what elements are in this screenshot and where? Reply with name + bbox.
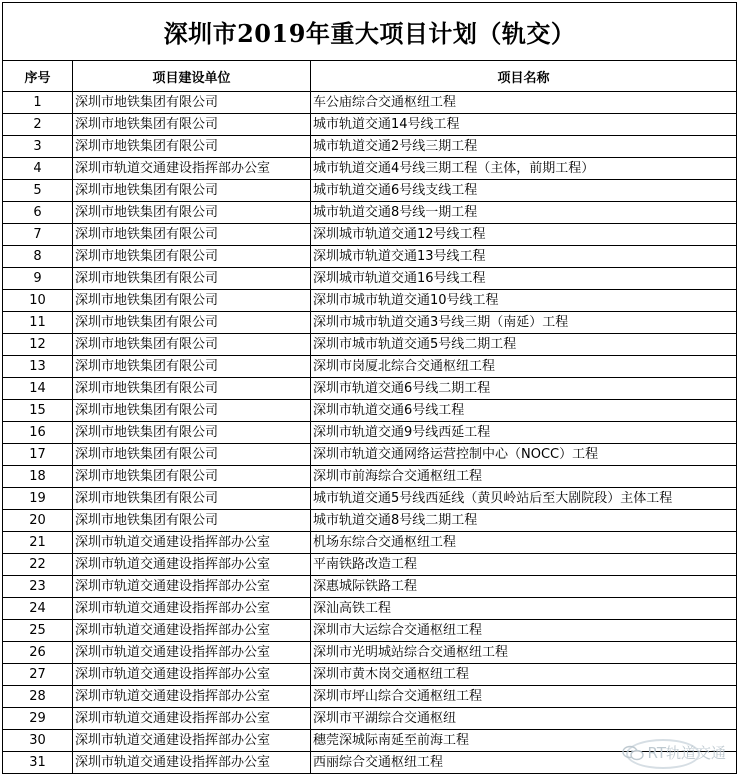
row-name: 深汕高铁工程 (311, 598, 737, 620)
table-row (3, 378, 737, 400)
table-title: 深圳市2019年重大项目计划（轨交） (3, 3, 737, 61)
row-index: 13 (3, 356, 73, 378)
row-unit: 深圳市轨道交通建设指挥部办公室 (73, 708, 311, 730)
row-index: 3 (3, 136, 73, 158)
table-row (3, 444, 737, 466)
row-unit: 深圳市轨道交通建设指挥部办公室 (73, 158, 311, 180)
row-index: 19 (3, 488, 73, 510)
row-unit: 深圳市地铁集团有限公司 (73, 114, 311, 136)
row-unit: 深圳市地铁集团有限公司 (73, 224, 311, 246)
row-unit: 深圳市地铁集团有限公司 (73, 246, 311, 268)
row-index: 12 (3, 334, 73, 356)
row-index: 30 (3, 730, 73, 752)
row-unit: 深圳市地铁集团有限公司 (73, 510, 311, 532)
row-index: 11 (3, 312, 73, 334)
row-name: 车公庙综合交通枢纽工程 (311, 92, 737, 114)
project-table (2, 2, 737, 774)
row-name: 城市轨道交通4号线三期工程（主体，前期工程） (311, 158, 737, 180)
table-row (3, 268, 737, 290)
table-row (3, 158, 737, 180)
header-index: 序号 (3, 61, 73, 92)
row-index: 8 (3, 246, 73, 268)
row-index: 10 (3, 290, 73, 312)
row-unit: 深圳市轨道交通建设指挥部办公室 (73, 532, 311, 554)
table-row (3, 708, 737, 730)
table-row (3, 664, 737, 686)
row-name: 深圳市岗厦北综合交通枢纽工程 (311, 356, 737, 378)
row-index: 2 (3, 114, 73, 136)
table-row (3, 554, 737, 576)
row-unit: 深圳市地铁集团有限公司 (73, 136, 311, 158)
row-unit: 深圳市轨道交通建设指挥部办公室 (73, 554, 311, 576)
table-row (3, 576, 737, 598)
row-index: 18 (3, 466, 73, 488)
row-unit: 深圳市轨道交通建设指挥部办公室 (73, 620, 311, 642)
row-index: 31 (3, 752, 73, 774)
row-name: 深惠城际铁路工程 (311, 576, 737, 598)
row-index: 28 (3, 686, 73, 708)
row-index: 22 (3, 554, 73, 576)
row-unit: 深圳市地铁集团有限公司 (73, 444, 311, 466)
row-name: 深圳城市轨道交通13号线工程 (311, 246, 737, 268)
row-name: 深圳市轨道交通6号线工程 (311, 400, 737, 422)
row-index: 25 (3, 620, 73, 642)
row-unit: 深圳市地铁集团有限公司 (73, 268, 311, 290)
row-name: 深圳市大运综合交通枢纽工程 (311, 620, 737, 642)
table-row (3, 642, 737, 664)
row-index: 9 (3, 268, 73, 290)
row-name: 深圳城市轨道交通12号线工程 (311, 224, 737, 246)
row-name: 西丽综合交通枢纽工程 (311, 752, 737, 774)
row-index: 15 (3, 400, 73, 422)
row-unit: 深圳市地铁集团有限公司 (73, 202, 311, 224)
row-name: 深圳市坪山综合交通枢纽工程 (311, 686, 737, 708)
row-index: 27 (3, 664, 73, 686)
table-row (3, 180, 737, 202)
row-index: 6 (3, 202, 73, 224)
row-index: 26 (3, 642, 73, 664)
table-row (3, 246, 737, 268)
row-index: 14 (3, 378, 73, 400)
row-unit: 深圳市轨道交通建设指挥部办公室 (73, 752, 311, 774)
row-name: 深圳市轨道交通网络运营控制中心（NOCC）工程 (311, 444, 737, 466)
row-index: 4 (3, 158, 73, 180)
row-name: 深圳市城市轨道交通3号线三期（南延）工程 (311, 312, 737, 334)
table-row (3, 598, 737, 620)
table-row (3, 686, 737, 708)
row-name: 深圳市前海综合交通枢纽工程 (311, 466, 737, 488)
header-name: 项目名称 (311, 61, 737, 92)
row-unit: 深圳市轨道交通建设指挥部办公室 (73, 730, 311, 752)
table-row (3, 334, 737, 356)
row-unit: 深圳市地铁集团有限公司 (73, 290, 311, 312)
table-row (3, 532, 737, 554)
row-name: 城市轨道交通8号线二期工程 (311, 510, 737, 532)
row-name: 城市轨道交通14号线工程 (311, 114, 737, 136)
table-row (3, 466, 737, 488)
table-body (3, 92, 737, 774)
row-name: 城市轨道交通6号线支线工程 (311, 180, 737, 202)
table-row (3, 422, 737, 444)
row-unit: 深圳市轨道交通建设指挥部办公室 (73, 576, 311, 598)
project-table-sheet (2, 2, 736, 774)
row-index: 20 (3, 510, 73, 532)
table-row (3, 202, 737, 224)
table-row (3, 312, 737, 334)
row-unit: 深圳市地铁集团有限公司 (73, 422, 311, 444)
table-row (3, 92, 737, 114)
row-index: 17 (3, 444, 73, 466)
row-index: 21 (3, 532, 73, 554)
row-name: 深圳市黄木岗交通枢纽工程 (311, 664, 737, 686)
row-name: 深圳城市轨道交通16号线工程 (311, 268, 737, 290)
table-row (3, 510, 737, 532)
row-index: 23 (3, 576, 73, 598)
row-unit: 深圳市轨道交通建设指挥部办公室 (73, 686, 311, 708)
row-index: 7 (3, 224, 73, 246)
row-index: 16 (3, 422, 73, 444)
table-row (3, 488, 737, 510)
row-name: 平南铁路改造工程 (311, 554, 737, 576)
table-row (3, 620, 737, 642)
row-unit: 深圳市轨道交通建设指挥部办公室 (73, 598, 311, 620)
table-row (3, 224, 737, 246)
table-row (3, 356, 737, 378)
row-index: 29 (3, 708, 73, 730)
row-name: 深圳市城市轨道交通10号线工程 (311, 290, 737, 312)
table-row (3, 290, 737, 312)
row-unit: 深圳市地铁集团有限公司 (73, 92, 311, 114)
table-row (3, 136, 737, 158)
row-name: 穗莞深城际南延至前海工程 (311, 730, 737, 752)
row-name: 深圳市城市轨道交通5号线二期工程 (311, 334, 737, 356)
row-name: 机场东综合交通枢纽工程 (311, 532, 737, 554)
row-index: 1 (3, 92, 73, 114)
row-unit: 深圳市地铁集团有限公司 (73, 466, 311, 488)
table-row (3, 400, 737, 422)
table-row (3, 114, 737, 136)
row-unit: 深圳市地铁集团有限公司 (73, 356, 311, 378)
row-unit: 深圳市轨道交通建设指挥部办公室 (73, 664, 311, 686)
row-unit: 深圳市地铁集团有限公司 (73, 180, 311, 202)
header-row (3, 61, 737, 92)
header-unit: 项目建设单位 (73, 61, 311, 92)
row-index: 5 (3, 180, 73, 202)
row-name: 城市轨道交通8号线一期工程 (311, 202, 737, 224)
row-name: 深圳市轨道交通6号线二期工程 (311, 378, 737, 400)
wechat-icon (622, 745, 644, 761)
row-name: 深圳市轨道交通9号线西延工程 (311, 422, 737, 444)
row-name: 深圳市平湖综合交通枢纽 (311, 708, 737, 730)
row-index: 24 (3, 598, 73, 620)
row-name: 深圳市光明城站综合交通枢纽工程 (311, 642, 737, 664)
row-unit: 深圳市地铁集团有限公司 (73, 312, 311, 334)
row-unit: 深圳市轨道交通建设指挥部办公室 (73, 642, 311, 664)
row-name: 城市轨道交通2号线三期工程 (311, 136, 737, 158)
row-unit: 深圳市地铁集团有限公司 (73, 400, 311, 422)
watermark (622, 742, 727, 763)
row-unit: 深圳市地铁集团有限公司 (73, 334, 311, 356)
watermark-text: RT轨道交通 (647, 744, 726, 762)
row-name: 城市轨道交通5号线西延线（黄贝岭站后至大剧院段）主体工程 (311, 488, 737, 510)
row-unit: 深圳市地铁集团有限公司 (73, 488, 311, 510)
row-unit: 深圳市地铁集团有限公司 (73, 378, 311, 400)
